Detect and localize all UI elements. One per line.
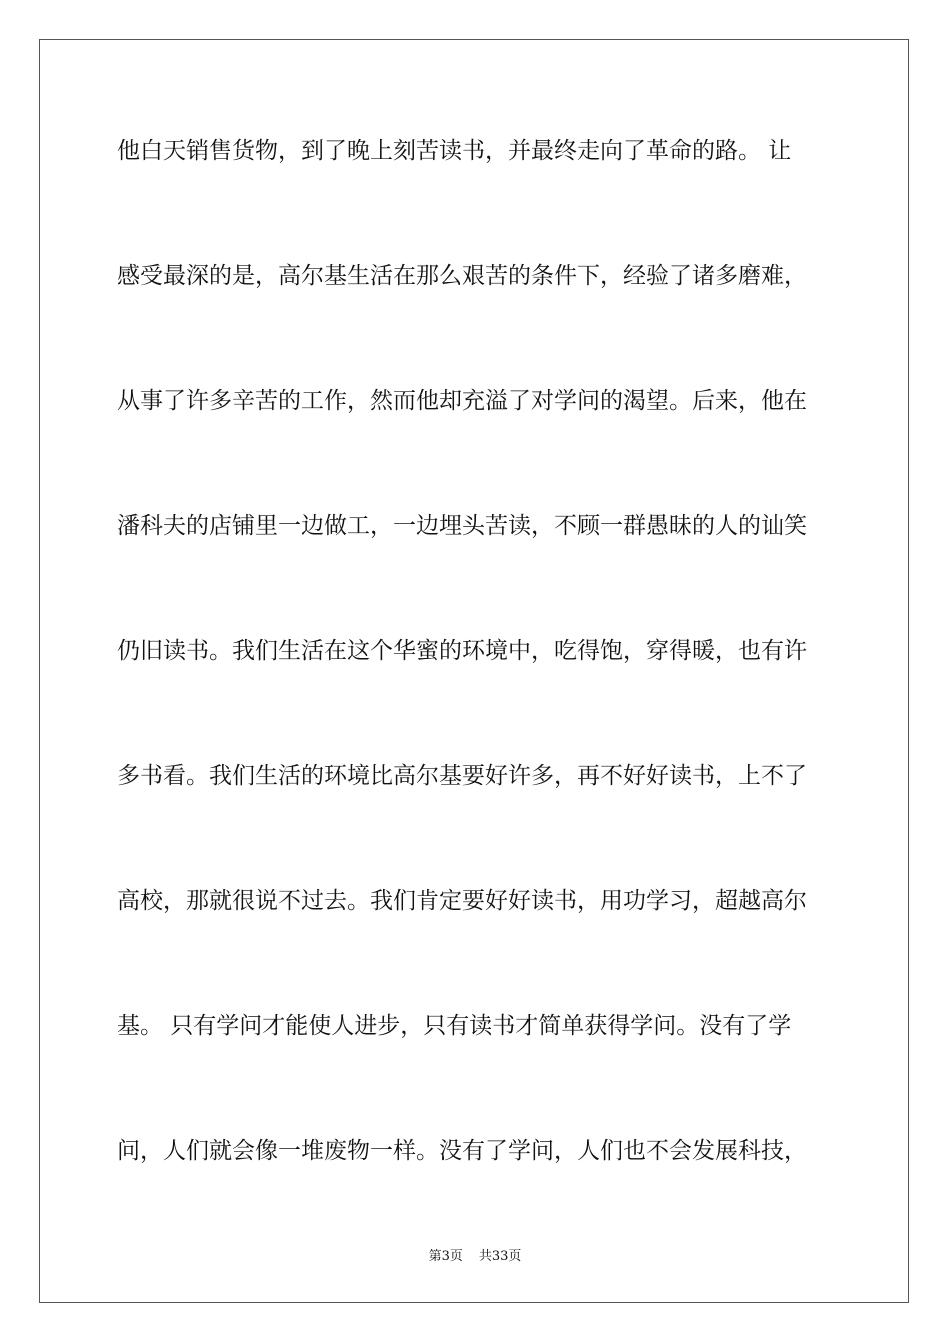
paragraph-line: 潘科夫的店铺里一边做工，一边埋头苦读，不顾一群愚昧的人的讪笑 [117, 513, 807, 539]
page-border [39, 39, 909, 1303]
page-footer [0, 1248, 950, 1266]
page-total: 共33页 [478, 1249, 522, 1264]
paragraph-line: 仍旧读书。我们生活在这个华蜜的环境中，吃得饱，穿得暖，也有许 [117, 638, 807, 664]
paragraph-line: 基。 只有学问才能使人进步，只有读书才简单获得学问。没有了学 [117, 1013, 792, 1039]
paragraph-line: 从事了许多辛苦的工作，然而他却充溢了对学问的渴望。后来，他在 [117, 388, 807, 414]
paragraph-line: 高校，那就很说不过去。我们肯定要好好读书，用功学习，超越高尔 [117, 888, 807, 914]
page-number: 第3页 [428, 1249, 463, 1264]
paragraph-line: 问，人们就会像一堆废物一样。没有了学问，人们也不会发展科技， [117, 1138, 807, 1164]
paragraph-line: 他白天销售货物，到了晚上刻苦读书，并最终走向了革命的路。 让 [117, 138, 792, 164]
paragraph-line: 多书看。我们生活的环境比高尔基要好许多，再不好好读书，上不了 [117, 763, 807, 789]
paragraph-line: 感受最深的是，高尔基生活在那么艰苦的条件下，经验了诸多磨难， [117, 263, 807, 289]
